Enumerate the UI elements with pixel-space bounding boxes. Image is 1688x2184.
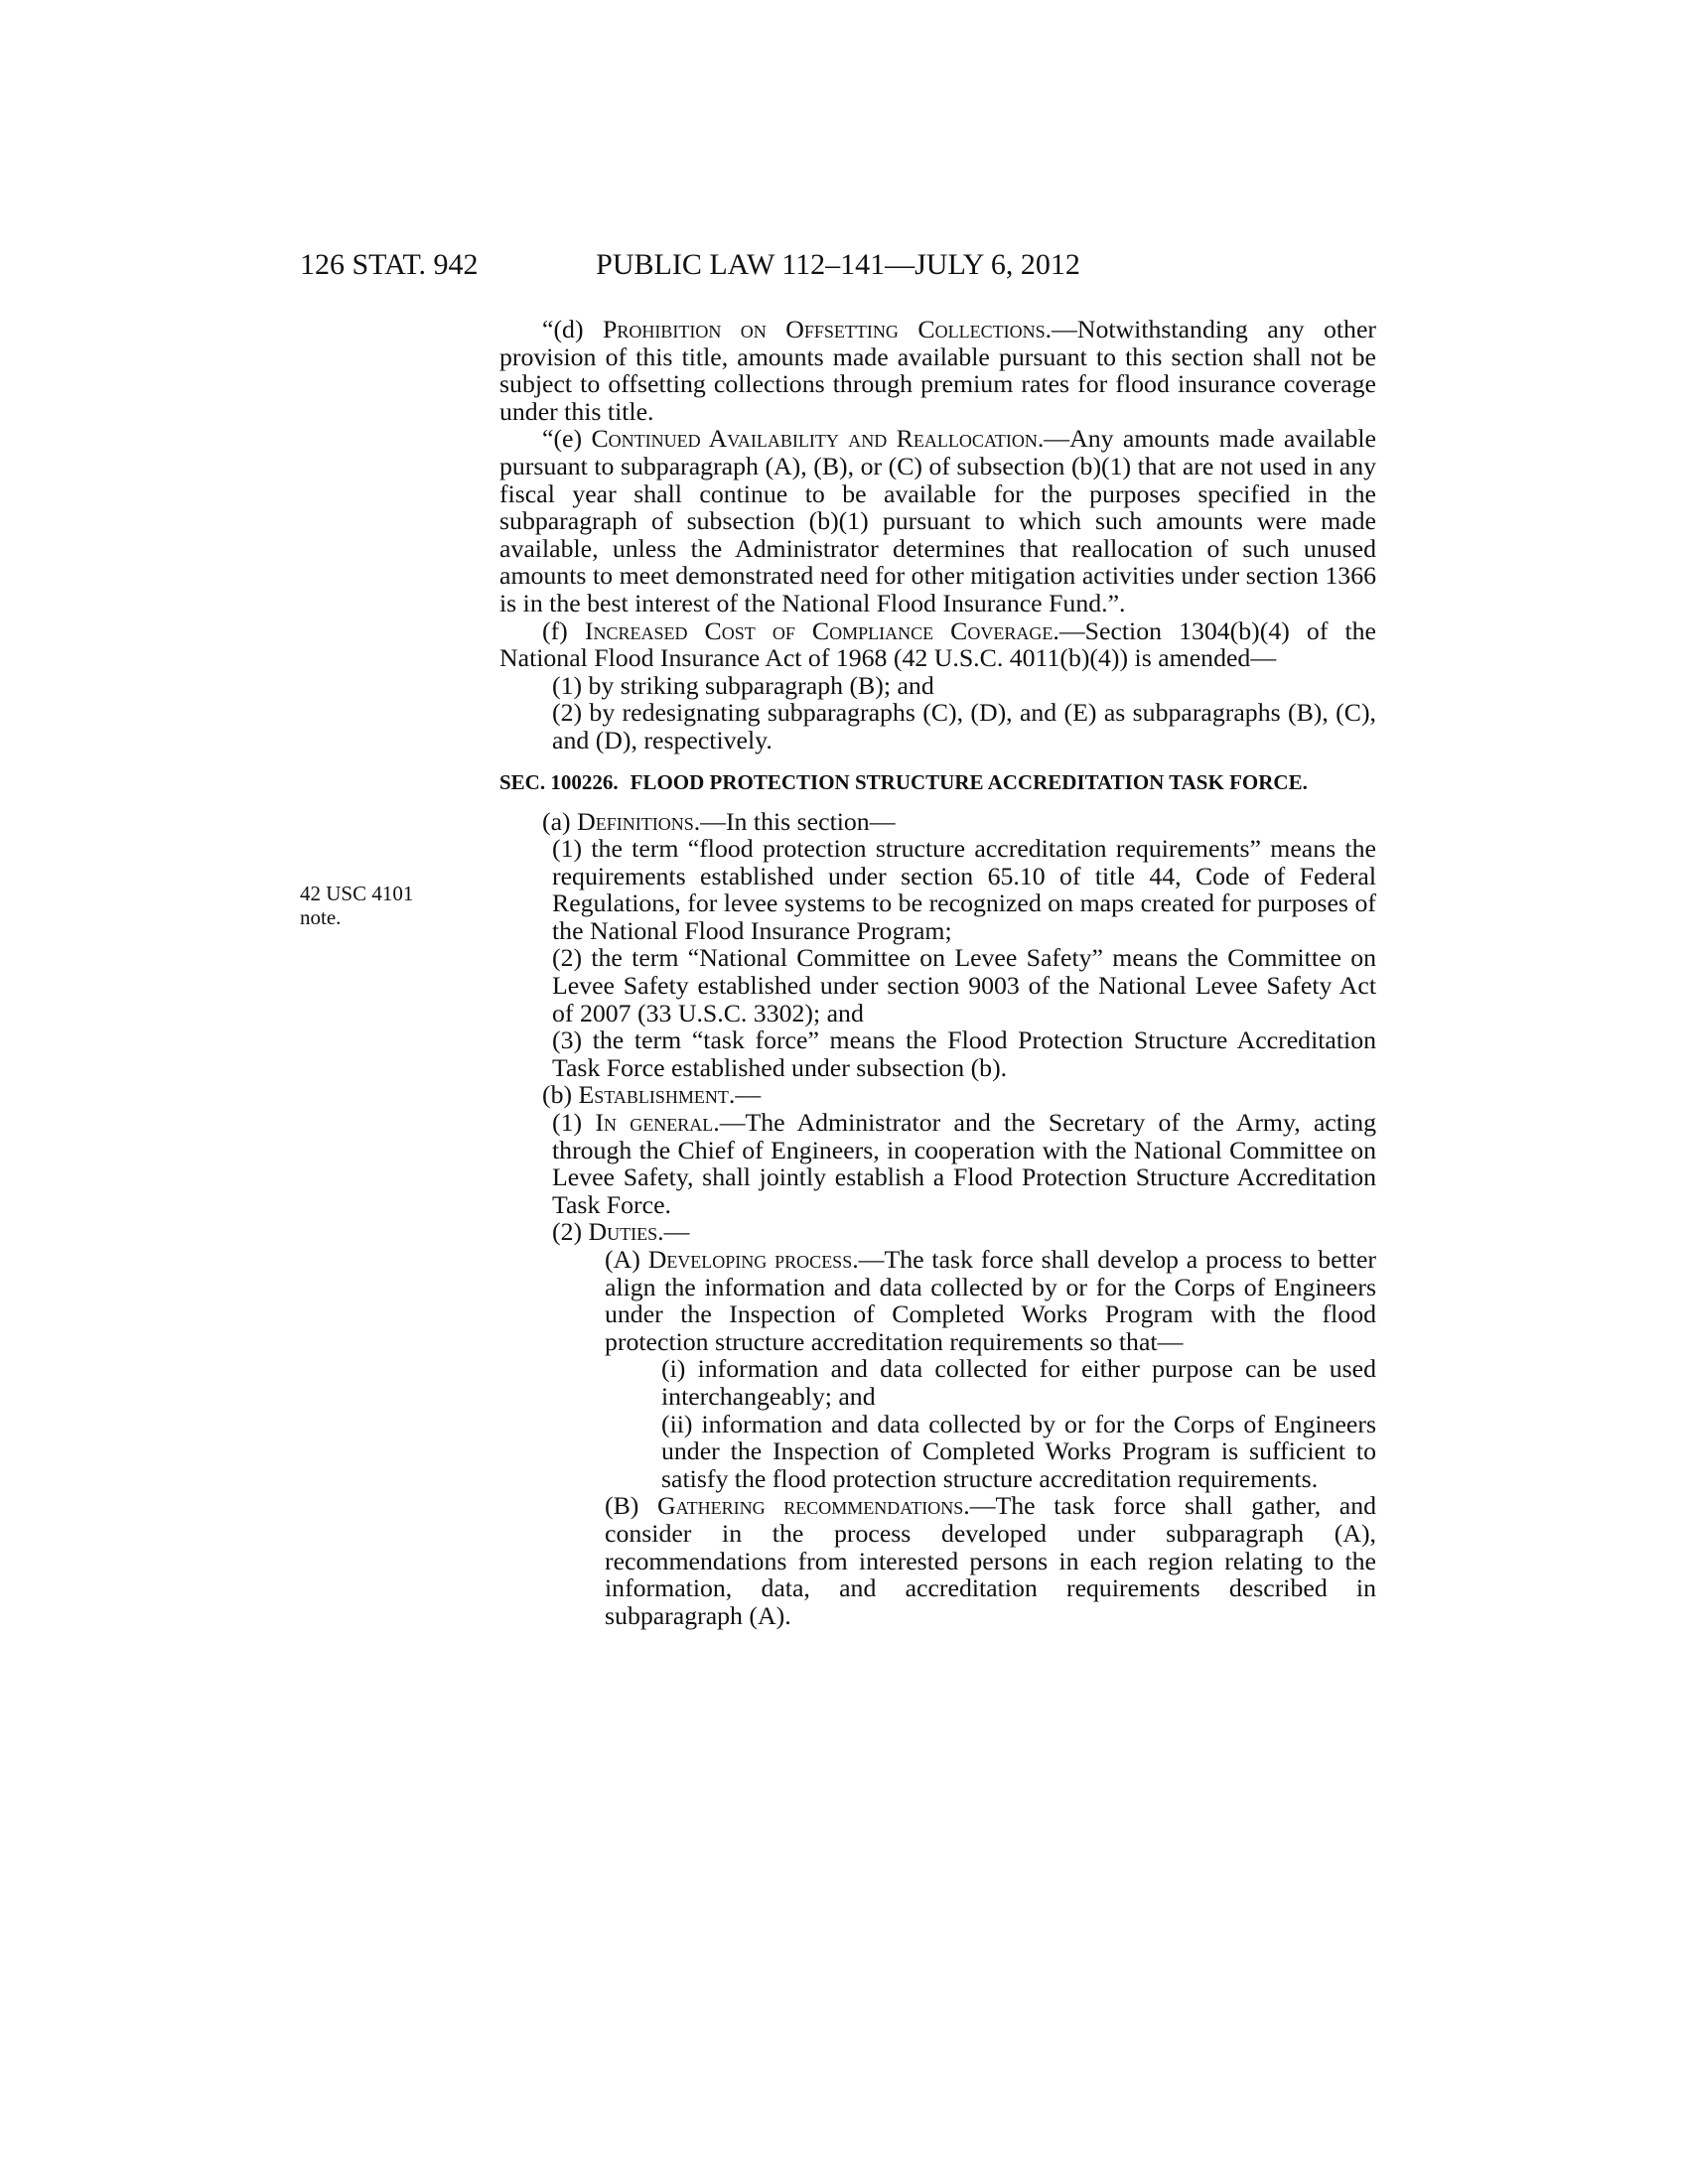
subsection-b-2-A-label: (A) [605, 1245, 648, 1274]
section-number: SEC. 100226. [499, 769, 619, 794]
subsection-b-1-label: (1) [552, 1108, 596, 1138]
paragraph-f-label: (f) [542, 615, 585, 645]
subsection-b-2-A-text: —The task force shall develop a process to better align the information and data collected by or for the Corps of Engineers under the Inspection of Completed Works Program with the flood protection structure accreditation requirements so that— [605, 1245, 1376, 1356]
subsection-b-2-B-text: —The task force shall gather, and consider in the process developed under subparagraph (A), recommendations from interested persons in each region relating to the information, data, and accreditation requirements described in subparagraph (A). [605, 1491, 1376, 1630]
body-text [499, 316, 1376, 1629]
paragraph-d-text: —Notwithstanding any other provision of this title, amounts made available pursuant to this section shall not be subject to offsetting collections through premium rates for flood insurance coverage under this title. [499, 315, 1376, 426]
paragraph-f [499, 617, 1376, 672]
paragraph-e [499, 425, 1376, 616]
subsection-a-heading: Definitions. [577, 806, 701, 836]
paragraph-f-1: (1) by striking subparagraph (B); and [552, 670, 934, 700]
paragraph-f-heading: Increased Cost of Compliance Coverage. [584, 615, 1059, 645]
paragraph-e-text: —Any amounts made available pursuant to subparagraph (A), (B), or (C) of subsection (b)(1) that are not used in any fiscal year shall continue to be available for the purposes specified in the subparagraph of subsection (b)(1) pursuant to which such amounts were made available, unless the Administrator determines that reallocation of such unused amounts to meet demonstrated need for other mitigation activities under section 1366 is in the best interest of the National Flood Insurance Fund.”. [499, 424, 1377, 617]
subsection-b-2-B-heading: Gathering recommendations. [657, 1491, 970, 1521]
margin-note-citation: 42 USC 4101 [300, 882, 414, 905]
subsection-b-2-A-heading: Developing process. [647, 1245, 859, 1274]
subsection-b [499, 1081, 1376, 1109]
subsection-b-1-heading: In general. [595, 1108, 720, 1138]
subsection-b-2 [499, 1218, 1376, 1246]
paragraph-f-2: (2) by redesignating subparagraphs (C), (D), and (E) as subparagraphs (B), (C), and (D), respectively. [552, 698, 1376, 754]
subsection-b-2-text: — [663, 1217, 690, 1247]
margin-note [300, 882, 439, 929]
subsection-b-2-A-ii: (ii) information and data collected by or for the Corps of Engineers under the Inspection of Completed Works Program is sufficient to satisfy the flood protection structure accreditation requirements. [661, 1409, 1376, 1493]
subsection-b-1-text: —The Administrator and the Secretary of the Army, acting through the Chief of Engineers, in cooperation with the National Committee on Levee Safety, shall jointly establish a Flood Protection Structure Accreditation Task Force. [552, 1108, 1376, 1219]
page-header [300, 248, 1376, 292]
paragraph-d-heading: Prohibition on Offsetting Collections. [603, 315, 1053, 343]
section-heading [499, 768, 1376, 796]
subsection-b-2-A [499, 1246, 1376, 1355]
subsection-b-2-label: (2) [552, 1217, 589, 1247]
subsection-b-2-heading: Duties. [588, 1217, 664, 1247]
subsection-a-2: (2) the term “National Committee on Levee Safety” means the Committee on Levee Safety established under section 9003 of the National Levee Safety Act of 2007 (33 U.S.C. 3302); and [552, 943, 1376, 1027]
paragraph-d-label: “(d) [542, 315, 603, 343]
subsection-a-3: (3) the term “task force” means the Flood Protection Structure Accreditation Task Force established under subsection (b). [552, 1025, 1376, 1082]
subsection-a-1: (1) the term “flood protection structure accreditation requirements” means the requirements established under section 65.10 of title 44, Code of Federal Regulations, for levee systems to be recognized on maps created for purposes of the National Flood Insurance Program; [552, 834, 1376, 945]
subsection-b-label: (b) [542, 1080, 579, 1110]
statute-page-reference: 126 STAT. 942 [300, 248, 479, 281]
subsection-b-2-B [499, 1492, 1376, 1629]
margin-note-suffix: note. [300, 905, 342, 929]
paragraph-e-label: “(e) [542, 424, 592, 454]
running-title: PUBLIC LAW 112–141—JULY 6, 2012 [596, 248, 1080, 281]
subsection-b-2-A-i: (i) information and data collected for either purpose can be used interchangeably; and [661, 1354, 1376, 1411]
subsection-b-text: — [735, 1080, 762, 1110]
subsection-a [499, 808, 1376, 836]
paragraph-d [499, 316, 1376, 425]
subsection-b-2-B-label: (B) [605, 1491, 657, 1521]
subsection-b-heading: Establishment. [578, 1080, 736, 1110]
subsection-a-label: (a) [542, 806, 578, 836]
subsection-a-text: —In this section— [700, 806, 896, 836]
paragraph-f-text: —Section 1304(b)(4) of the National Flood Insurance Act of 1968 (42 U.S.C. 4011(b)(4)) is amended— [499, 615, 1376, 673]
paragraph-e-heading: Continued Availability and Reallocation. [591, 424, 1045, 454]
section-title: FLOOD PROTECTION STRUCTURE ACCREDITATION TASK FORCE. [630, 769, 1308, 794]
subsection-b-1 [499, 1109, 1376, 1218]
